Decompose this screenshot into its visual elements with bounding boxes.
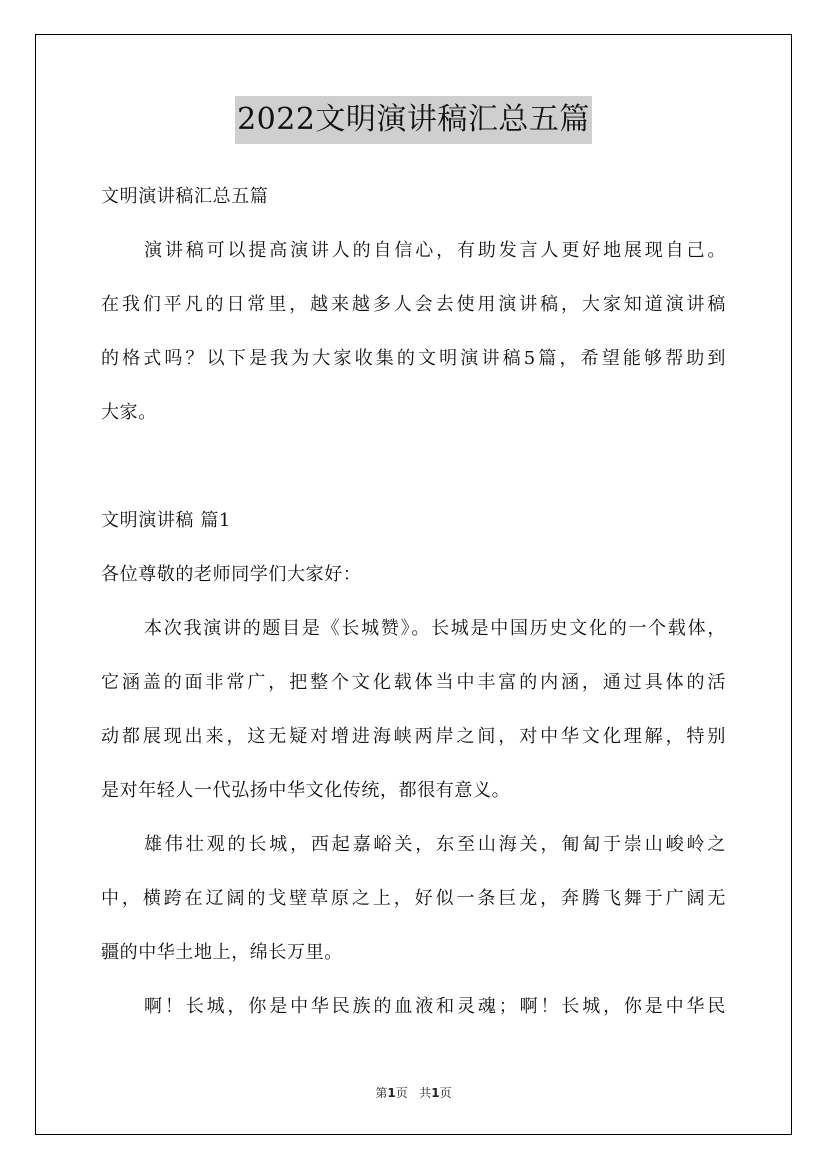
para-line: 雄伟壮观的长城，西起嘉峪关，东至山海关，匍匐于崇山峻岭之 bbox=[144, 834, 726, 855]
para-line: 动都展现出来，这无疑对增进海峡两岸之间，对中华文化理解，特别 bbox=[101, 726, 726, 747]
para-line: 它涵盖的面非常广，把整个文化载体当中丰富的内涵，通过具体的活 bbox=[101, 672, 726, 693]
document-body bbox=[101, 170, 726, 1034]
footer-page-number: 1 bbox=[387, 1086, 396, 1100]
footer-page-suffix: 页 bbox=[395, 1086, 408, 1100]
document-title: 2022文明演讲稿汇总五篇 bbox=[235, 96, 592, 144]
para-line: 中，横跨在辽阔的戈壁草原之上，好似一条巨龙，奔腾飞舞于广阔无 bbox=[101, 888, 726, 909]
subtitle: 文明演讲稿汇总五篇 bbox=[101, 186, 269, 207]
section-heading: 文明演讲稿 篇1 bbox=[101, 510, 231, 531]
para-line: 是对年轻人一代弘扬中华文化传统，都很有意义。 bbox=[101, 780, 511, 801]
intro-line: 演讲稿可以提高演讲人的自信心，有助发言人更好地展现自己。 bbox=[144, 240, 726, 261]
para-line: 本次我演讲的题目是《长城赞》。长城是中国历史文化的一个载体， bbox=[144, 618, 726, 639]
footer-total-suffix: 页 bbox=[439, 1086, 452, 1100]
footer-total-number: 1 bbox=[431, 1086, 440, 1100]
page-footer bbox=[0, 1084, 827, 1101]
footer-page-prefix: 第 bbox=[375, 1086, 388, 1100]
para-line: 疆的中华土地上，绵长万里。 bbox=[101, 942, 343, 963]
intro-line: 在我们平凡的日常里，越来越多人会去使用演讲稿，大家知道演讲稿 bbox=[101, 294, 726, 315]
title-container bbox=[0, 96, 827, 144]
greeting: 各位尊敬的老师同学们大家好： bbox=[101, 564, 362, 585]
spacer bbox=[101, 440, 726, 494]
para-line: 啊！长城，你是中华民族的血液和灵魂；啊！长城，你是中华民 bbox=[144, 996, 726, 1017]
intro-line: 的格式吗？以下是我为大家收集的文明演讲稿5篇，希望能够帮助到 bbox=[101, 348, 726, 369]
intro-line: 大家。 bbox=[101, 402, 157, 423]
footer-total-prefix: 共 bbox=[419, 1086, 432, 1100]
